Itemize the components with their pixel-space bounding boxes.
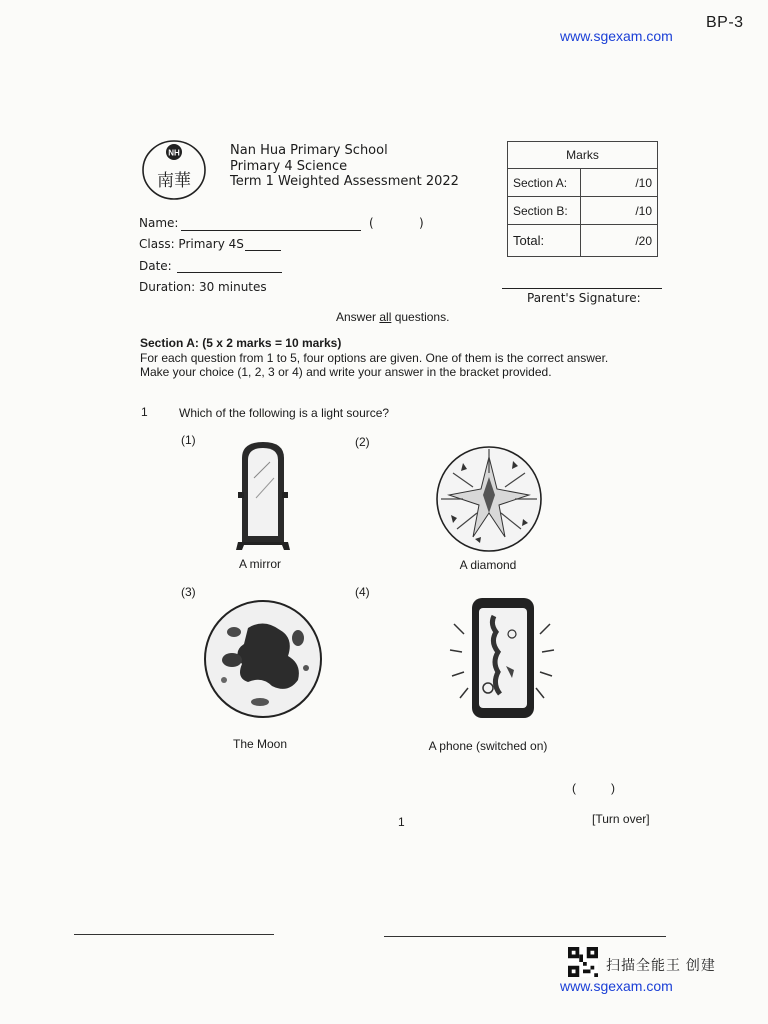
option-number: (2) bbox=[355, 435, 370, 449]
scanner-watermark: 扫描全能王 创建 bbox=[606, 957, 716, 973]
class-field[interactable] bbox=[245, 250, 281, 251]
name-label: Name: bbox=[139, 216, 179, 230]
website-link-top[interactable]: www.sgexam.com bbox=[560, 28, 673, 44]
marks-row-label: Total: bbox=[508, 225, 581, 257]
page-number: 1 bbox=[398, 815, 405, 829]
section-a-instructions bbox=[140, 336, 608, 380]
date-label: Date: bbox=[139, 259, 172, 273]
marks-row-value: /20 bbox=[581, 225, 658, 257]
moon-image bbox=[202, 598, 324, 720]
question-number: 1 bbox=[141, 405, 148, 419]
date-field[interactable] bbox=[177, 272, 282, 273]
answer-input[interactable] bbox=[580, 778, 608, 796]
phone-image bbox=[446, 594, 558, 722]
answer-all-instruction: Answer all questions. bbox=[336, 310, 450, 324]
class-label: Class: Primary 4S bbox=[139, 237, 244, 251]
qr-code-icon bbox=[567, 947, 599, 977]
marks-table bbox=[507, 141, 658, 257]
option-number: (4) bbox=[355, 585, 370, 599]
option-caption: A phone (switched on) bbox=[428, 739, 548, 753]
school-logo bbox=[140, 138, 212, 202]
option-caption: The Moon bbox=[232, 737, 288, 751]
exam-title: Term 1 Weighted Assessment 2022 bbox=[230, 174, 459, 189]
answer-bracket-open: ( bbox=[572, 781, 576, 795]
bottom-divider-right bbox=[384, 936, 666, 937]
index-bracket-close: ) bbox=[419, 216, 424, 230]
answer-bracket-close: ) bbox=[611, 781, 615, 795]
turn-over-note: [Turn over] bbox=[592, 812, 650, 826]
duration-text: Duration: 30 minutes bbox=[139, 280, 267, 294]
instruction-line: For each question from 1 to 5, four options are given. One of them is the correct answer. bbox=[140, 350, 609, 365]
marks-row-label: Section A: bbox=[508, 169, 581, 197]
diamond-image bbox=[433, 443, 545, 555]
index-bracket-open: ( bbox=[369, 216, 374, 230]
document-code: BP-3 bbox=[706, 14, 744, 31]
marks-row-label: Section B: bbox=[508, 197, 581, 225]
question-text: Which of the following is a light source? bbox=[179, 406, 390, 420]
logo-badge: NH bbox=[168, 148, 180, 158]
option-caption: A mirror bbox=[239, 557, 281, 571]
marks-row-value: /10 bbox=[581, 169, 658, 197]
name-field[interactable] bbox=[181, 230, 361, 231]
website-link-bottom[interactable]: www.sgexam.com bbox=[560, 978, 673, 994]
signature-label: Parent's Signature: bbox=[527, 291, 641, 305]
option-number: (3) bbox=[181, 585, 196, 599]
section-a-title: Section A: (5 x 2 marks = 10 marks) bbox=[140, 336, 342, 350]
marks-row bbox=[508, 169, 658, 197]
signature-line[interactable] bbox=[502, 288, 662, 289]
marks-row bbox=[508, 197, 658, 225]
marks-row bbox=[508, 225, 658, 257]
school-info bbox=[230, 143, 459, 190]
option-caption: A diamond bbox=[459, 558, 517, 572]
mirror-image bbox=[232, 438, 294, 554]
school-name: Nan Hua Primary School bbox=[230, 143, 388, 158]
option-number: (1) bbox=[181, 433, 196, 447]
marks-table-title: Marks bbox=[508, 142, 658, 169]
marks-row-value: /10 bbox=[581, 197, 658, 225]
logo-chinese-text: 南華 bbox=[157, 171, 191, 191]
subject-level: Primary 4 Science bbox=[230, 158, 348, 174]
bottom-divider-left bbox=[74, 934, 274, 935]
instruction-line: Make your choice (1, 2, 3 or 4) and write your answer in the bracket provided. bbox=[140, 365, 552, 379]
